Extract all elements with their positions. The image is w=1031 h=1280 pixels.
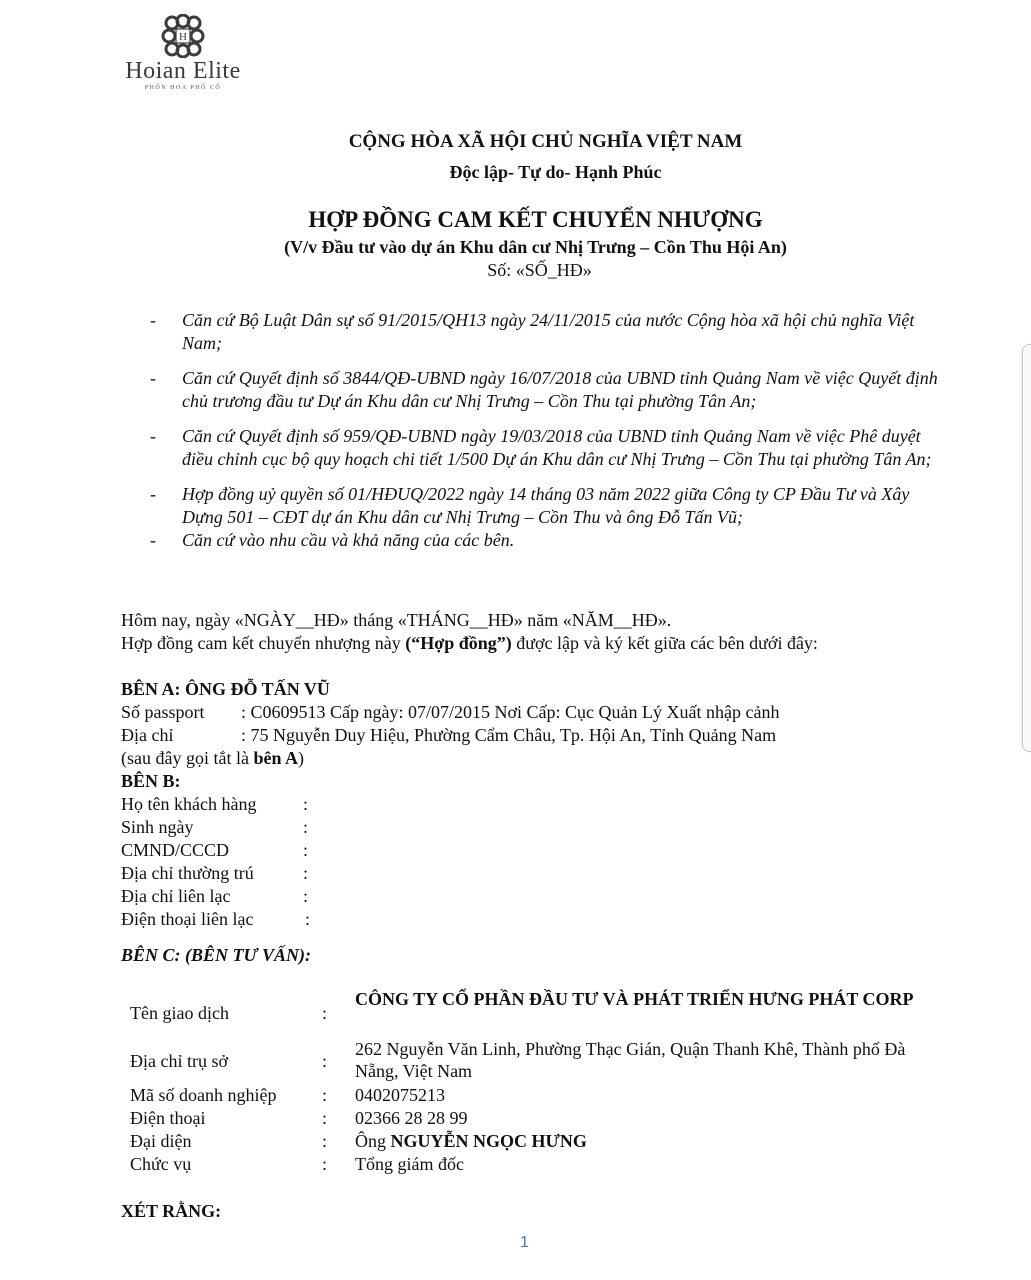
legal-basis-item: - Hợp đồng uỷ quyền số 01/HĐUQ/2022 ngày 14 tháng 03 năm 2022 giữa Công ty CP Đầu Tư và Xây Dựng 501 – CĐT dự án Khu dân cư Nhị Trưng – Cồn Thu và ông Đỗ Tấn Vũ; — [150, 484, 910, 527]
company-logo — [118, 14, 248, 92]
legal-basis-item: - Căn cứ Bộ Luật Dân sự số 91/2015/QH13 ngày 24/11/2015 của nước Cộng hòa xã hội chủ nghĩa Việt Nam; — [150, 310, 915, 353]
contract-subtitle: (V/v Đầu tư vào dự án Khu dân cư Nhị Trưng – Cồn Thu Hội An) — [284, 237, 787, 257]
legal-basis-item: - Căn cứ Quyết định số 3844/QĐ-UBND ngày 16/07/2018 của UBND tỉnh Quảng Nam về việc Quyết định chủ trương đầu tư Dự án Khu dân cư Nhị Trưng – Cồn Thu tại phường Tân An; — [150, 368, 938, 411]
intro-date-line: Hôm nay, ngày «NGÀY__HĐ» tháng «THÁNG__HĐ» năm «NĂM__HĐ». — [121, 610, 672, 630]
page-number: 1 — [520, 1234, 529, 1251]
intro-parties-line: Hợp đồng cam kết chuyển nhượng này (“Hợp đồng”) được lập và ký kết giữa các bên dưới đây: — [121, 633, 818, 653]
party-c-position: Chức vụ : Tổng giám đốc — [130, 1154, 464, 1174]
whereas-heading: XÉT RẰNG: — [121, 1201, 222, 1221]
contract-title: HỢP ĐỒNG CAM KẾT CHUYỂN NHƯỢNG — [308, 207, 763, 232]
party-a-note: (sau đây gọi tắt là bên A) — [121, 748, 304, 768]
contract-number: Số: «SỐ_HĐ» — [487, 260, 592, 280]
legal-basis-item: - Căn cứ vào nhu cầu và khả năng của các bên. — [150, 530, 515, 550]
party-a — [121, 678, 780, 931]
party-b-field: CMND/CCCD : — [121, 840, 309, 860]
party-c-trade-name: Tên giao dịch : CÔNG TY CỔ PHẦN ĐẦU TƯ VÀ PHÁT TRIỂN HƯNG PHÁT CORP — [130, 989, 914, 1023]
party-c-heading: BÊN C: (BÊN TƯ VẤN): — [121, 945, 311, 965]
party-c-phone: Điện thoại : 02366 28 28 99 — [130, 1108, 468, 1128]
party-a-heading: BÊN A: ÔNG ĐỖ TẤN VŨ — [121, 679, 330, 699]
party-c-representative: Đại diện : Ông NGUYỄN NGỌC HƯNG — [130, 1131, 587, 1151]
lotus-emblem-icon — [160, 14, 206, 58]
party-a-passport: Số passport : C0609513 Cấp ngày: 07/07/2015 Nơi Cấp: Cục Quản Lý Xuất nhập cảnh — [121, 702, 780, 722]
party-c-tax-code: Mã số doanh nghiệp : 0402075213 — [130, 1085, 445, 1105]
scrollbar[interactable] — [1022, 344, 1031, 752]
party-b-field: Địa chỉ thường trú : — [121, 863, 309, 883]
party-c-table — [130, 988, 925, 1176]
logo-name: Hoian Elite — [125, 58, 241, 84]
party-b-field: Điện thoại liên lạc : — [121, 909, 311, 929]
party-b-field: Địa chỉ liên lạc : — [121, 886, 309, 906]
legal-basis-item: - Căn cứ Quyết định số 959/QĐ-UBND ngày 19/03/2018 của UBND tỉnh Quảng Nam về việc Phê duyệt điều chỉnh cục bộ quy hoạch chi tiết 1/500 Dự án Khu dân cư Nhị Trưng – Cồn Thu tại phường Tân An; — [150, 426, 932, 469]
party-c-address: Địa chỉ trụ sở : 262 Nguyễn Văn Linh, Phường Thạc Gián, Quận Thanh Khê, Thành phố Đà Nẵng, Việt Nam — [130, 1039, 906, 1081]
nation-title: CỘNG HÒA XÃ HỘI CHỦ NGHĨA VIỆT NAM — [348, 131, 743, 152]
party-a-address: Địa chỉ : 75 Nguyễn Duy Hiệu, Phường Cẩm Châu, Tp. Hội An, Tỉnh Quảng Nam — [121, 725, 777, 745]
legal-bases-list — [150, 309, 950, 552]
party-b-heading: BÊN B: — [121, 771, 181, 791]
party-b-field: Sinh ngày : — [121, 817, 309, 837]
logo-tagline: PHỐN HOA PHỐ CỔ — [144, 85, 222, 91]
svg-text:H: H — [179, 31, 187, 43]
intro — [121, 609, 818, 655]
party-b-field: Họ tên khách hàng : — [121, 794, 309, 814]
motto: Độc lập- Tự do- Hạnh Phúc — [449, 162, 662, 182]
